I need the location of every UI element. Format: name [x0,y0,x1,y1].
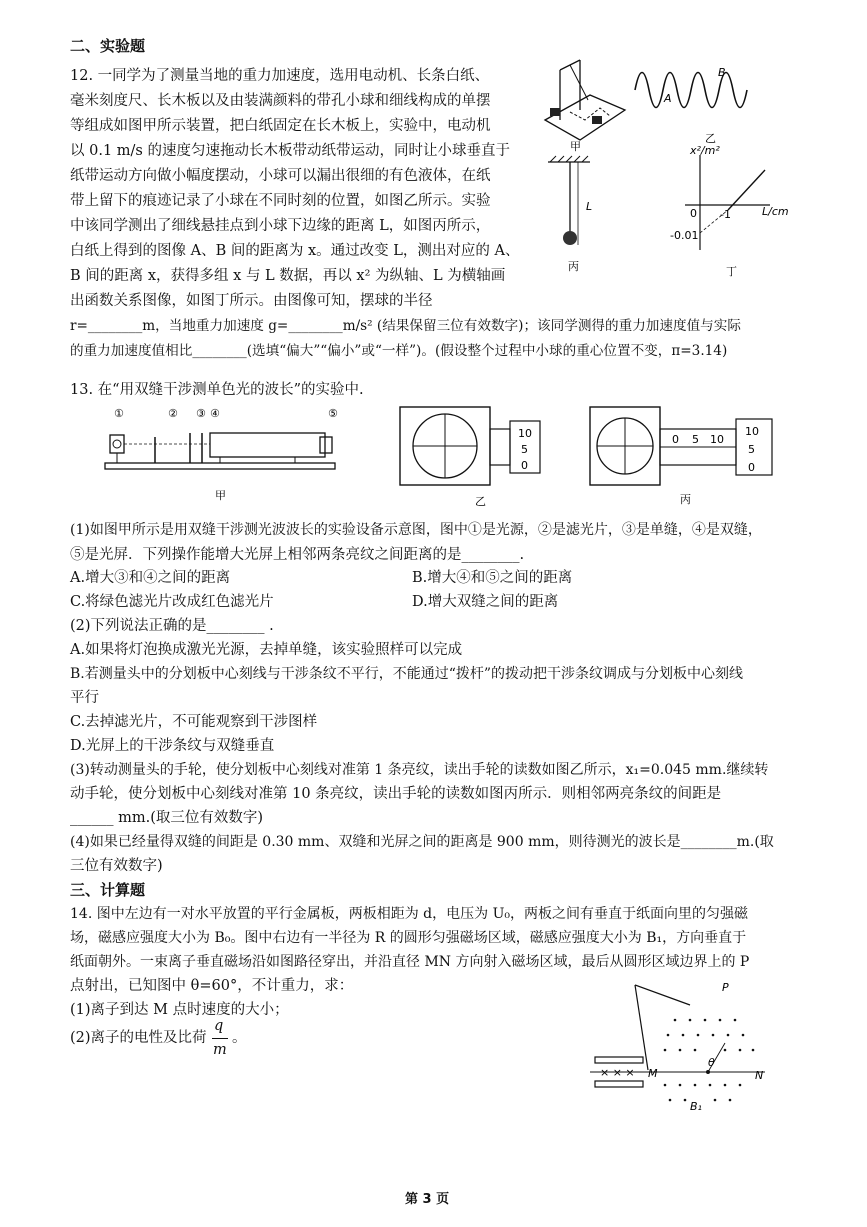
q12-line: 的重力加速度值相比________(选填“偏大”“偏小”或“一样”)。(假设整个过程中小球的重心位置不变，π=3.14) [70,343,728,359]
bing-main-0: 0 [672,433,679,446]
figure-yi-label-a: A [664,92,672,105]
q13-line: (4)如果已经量得双缝的间距是 0.30 mm、双缝和光屏之间的距离是 900 mm，则待测光的波长是________m.(取 [70,834,774,850]
figure-bing-label: 丙 [680,493,691,506]
q12-line: 12. 一同学为了测量当地的重力加速度，选用电动机、长条白纸、 [70,68,490,84]
q13-line: 动手轮，使分划板中心刻线对准第 10 条亮纹，读出手轮的读数如图丙所示．则相邻两亮条纹的间距是 [70,786,722,802]
figure-jia-bench [105,433,335,469]
figure-yi-label: 乙 [475,495,486,508]
q14-line: 14. 图中左边有一对水平放置的平行金属板，两板相距为 d，电压为 U₀，两板之间有垂直于纸面向里的匀强磁 [70,906,748,922]
q13-line: (3)转动测量头的手轮，使分划板中心刻线对准第 1 条亮纹，读出手轮的读数如图乙所示，x₁=0.045 mm.继续转 [70,762,769,778]
q14-line: 场，磁感应强度大小为 B₀。图中右边有一半径为 R 的圆形匀强磁场区域，磁感应强度大小为 B₁，方向垂直于 [70,930,747,946]
q12-line: 出函数关系图像，如图丁所示。由图像可知，摆球的半径 [70,293,433,309]
yi-scale-10: 10 [518,427,532,440]
figure-bing-head [590,407,772,485]
figure-jia-label: 甲 [570,140,581,153]
q13-line: ⑤是光屏．下列操作能增大光屏上相邻两条亮纹之间距离的是________. [70,547,525,563]
q13-line: C.去掉滤光片，不可能观察到干涉图样 [70,714,318,730]
bing-main-10: 10 [710,433,724,446]
section-title-experiment: 二、实验题 [70,37,146,55]
bench-marker-3: ③ [196,407,206,420]
figure-yi-label-b: B [718,66,726,79]
figure-yi-head [400,407,540,485]
q13-line: B.若测量头中的分划板中心刻线与干涉条纹不平行，不能通过“拨杆”的拨动把干涉条纹调成与分划板中心刻线 [70,666,744,682]
angle-theta: θ [708,1056,715,1069]
fraction-tail: 。 [232,1030,247,1046]
figure-ding-origin: 0 [690,207,697,220]
q13-line: ______ mm.(取三位有效数字) [70,810,264,826]
page-number: 第 3 页 [405,1192,450,1207]
q12-line: B 间的距离 x，获得多组 x 与 L 数据，再以 x² 为纵轴、L 为横轴画 [70,268,506,284]
figure-ding-label: 丁 [726,265,737,278]
bench-marker-4: ④ [210,407,220,420]
q13-line: (1)如图甲所示是用双缝干涉测光波波长的实验设备示意图，图中①是光源，②是滤光片，③是单缝，④是双缝， [70,522,762,538]
fraction-numerator: q [214,1018,224,1034]
figure-ding-tick-neg1: -1 [720,208,731,221]
q14-line: 纸面朝外。一束离子垂直磁场沿如图路径穿出，并沿直径 MN 方向射入磁场区域，最后从圆形区域边界上的 P [70,954,750,970]
q13-option-a: A.增大③和④之间的距离 [70,570,231,586]
q12-line: 纸带运动方向做小幅度摆动，小球可以漏出很细的有色液体，在纸 [70,168,491,184]
q13-line: (2)下列说法正确的是________ . [70,618,274,634]
point-n: N [755,1069,764,1082]
fraction-denominator: m [213,1042,227,1058]
bench-marker-5: ⑤ [328,407,338,420]
figure-ding-y-axis: x²/m² [690,144,720,157]
q12-line: r=________m，当地重力加速度 g=________m/s² (结果保留三位有效数字)；该同学测得的重力加速度值与实际 [70,318,741,334]
figure-bing-pendulum [548,156,593,245]
bing-main-5: 5 [692,433,699,446]
q12-line: 中该同学测出了细线悬挂点到小球下边缘的距离 L，如图丙所示， [70,218,491,234]
q13-line: A.如果将灯泡换成激光光源，去掉单缝，该实验照样可以完成 [70,642,463,658]
bench-marker-2: ② [168,407,178,420]
q14-figure [590,975,780,1115]
figure-jia-apparatus [545,60,625,140]
section-title-calc: 三、计算题 [70,881,146,899]
plate-field-x: × × × [600,1066,635,1079]
q14-line: (1)离子到达 M 点时速度的大小； [70,1002,289,1018]
figure-bing-label: 丙 [568,260,579,273]
point-p: P [722,981,729,994]
bing-scale-0: 0 [748,461,755,474]
q12-line: 白纸上得到的图像 A、B 间的距离为 x。通过改变 L，测出对应的 A、 [70,243,520,259]
q13-figures [100,405,780,510]
yi-scale-0: 0 [521,459,528,472]
bench-marker-1: ① [114,407,124,420]
q14-line: 点射出，已知图中 θ=60°，不计重力，求： [70,978,354,994]
point-m: M [648,1067,658,1080]
q14-line: (2)离子的电性及比荷 [70,1030,207,1046]
q12-line: 毫米刻度尺、长木板以及由装满颜料的带孔小球和细线构成的单摆 [70,93,491,109]
q13-option-b: B.增大④和⑤之间的距离 [412,570,573,586]
q13-title: 13. 在“用双缝干涉测单色光的波长”的实验中. [70,382,364,398]
q12-figures [530,50,830,290]
q13-line: 三位有效数字) [70,858,163,874]
q12-line: 带上留下的痕迹记录了小球在不同时刻的位置，如图乙所示。实验 [70,193,491,209]
q12-line: 等组成如图甲所示装置，把白纸固定在长木板上，实验中，电动机 [70,118,491,134]
q13-option-c: C.将绿色滤光片改成红色滤光片 [70,594,274,610]
q13-line: D.光屏上的干涉条纹与双缝垂直 [70,738,275,754]
yi-scale-5: 5 [521,443,528,456]
figure-bing-label-l: L [586,200,593,213]
q12-line: 以 0.1 m/s 的速度匀速拖动长木板带动纸带运动，同时让小球垂直于 [70,143,510,159]
figure-jia-label: 甲 [215,489,226,502]
q13-option-d: D.增大双缝之间的距离 [412,594,559,610]
figure-ding-x-axis: L/cm [762,205,789,218]
figure-yi-label: 乙 [705,132,716,145]
figure-yi-wave [635,73,747,108]
q13-line: 平行 [70,690,99,706]
bing-scale-10: 10 [745,425,759,438]
bing-scale-5: 5 [748,443,755,456]
figure-ding-tick-neg001: -0.01 [670,229,699,242]
field-b1: B₁ [690,1100,702,1113]
